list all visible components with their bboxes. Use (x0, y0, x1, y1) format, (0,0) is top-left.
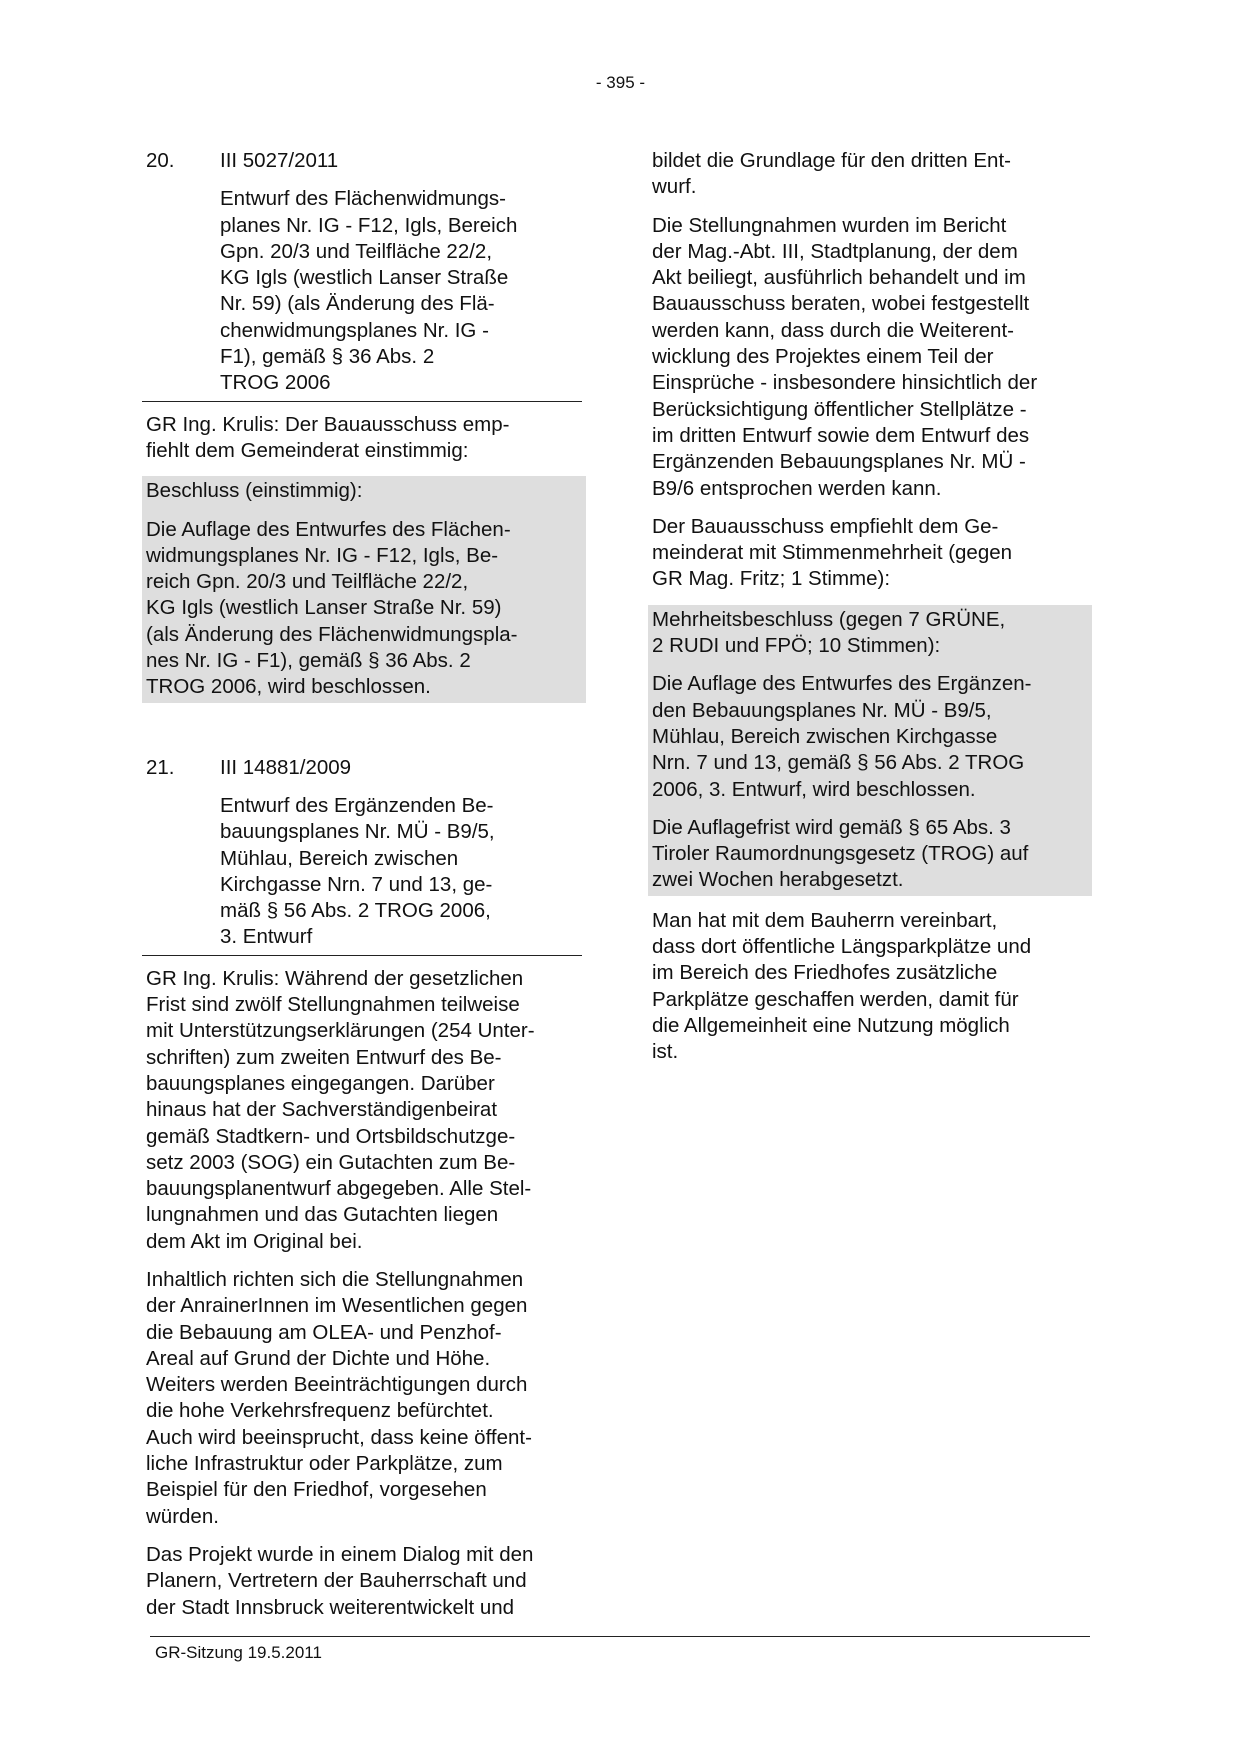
item-20-number: 20. (146, 149, 175, 172)
right-paragraph-3: Der Bauausschuss empfiehlt dem Ge- meinderat mit Stimmenmehrheit (gegen GR Mag. Fritz; 1 Stimme): (652, 514, 1013, 591)
item-20-title: Entwurf des Flächenwidmungs- planes Nr. IG - F12, Igls, Bereich Gpn. 20/3 und Teilfläche 22/2, KG Igls (westlich Lanser Straße Nr. 59) (als Änderung des Flä- chenwidmungsplanes Nr. IG - F1), gemäß § 36 Abs. 2 TROG 2006 (220, 187, 518, 395)
item-20-decision-box (142, 476, 586, 702)
item-21-reference: III 14881/2009 (220, 755, 352, 779)
item-21-title: Entwurf des Ergänzenden Be- bauungsplanes Nr. MÜ - B9/5, Mühlau, Bereich zwischen Kirchgasse Nrn. 7 und 13, ge- mäß § 56 Abs. 2 TROG 2006, 3. Entwurf (220, 793, 495, 949)
right-paragraph-4: Man hat mit dem Bauherrn vereinbart, dass dort öffentliche Längsparkplätze und im Bereich des Friedhofes zusätzliche Parkplätze geschaffen werden, damit für die Allgemeinheit eine Nutzung möglich ist. (652, 908, 1032, 1064)
item-20-reference: III 5027/2011 (220, 149, 339, 172)
footer-divider (150, 1636, 1090, 1637)
right-column (652, 148, 1092, 1078)
item-20-divider (142, 401, 582, 402)
item-20-decision-text: Die Auflage des Entwurfes des Flächen- widmungsplanes Nr. IG - F12, Igls, Be- reich Gpn. 20/3 und Teilfläche 22/2, KG Igls (westlich Lanser Straße Nr. 59) (als Änderung des Flächenwidmungspla- nes Nr. IG - F1), gemäß § 36 Abs. 2 TROG 2006, wird beschlossen. (146, 517, 518, 699)
item-21-decision-text-1: Die Auflage des Entwurfes des Ergänzen- den Bebauungsplanes Nr. MÜ - B9/5, Mühlau, Bereich zwischen Kirchgasse Nrn. 7 und 13, gemäß § 56 Abs. 2 TROG 2006, 3. Entwurf, wird beschlossen. (652, 672, 1032, 801)
item-21-paragraph-2: Inhaltlich richten sich die Stellungnahmen der AnrainerInnen im Wesentlichen gegen die Bebauung am OLEA- und Penzhof- Areal auf Grund der Dichte und Höhe. Weiters werden Beeinträchtigungen durch die hohe Verkehrsfrequenz befürchtet. Auch wird beeinsprucht, dass keine öffent- liche Infrastruktur oder Parkplätze, zum Beispiel für den Friedhof, vorgesehen würden. (146, 1267, 532, 1528)
item-21-decision-text-2: Die Auflagefrist wird gemäß § 65 Abs. 3 Tiroler Raumordnungsgesetz (TROG) auf zwei Wochen herabgesetzt. (652, 815, 1029, 892)
right-paragraph-2: Die Stellungnahmen wurden im Bericht der Mag.-Abt. III, Stadtplanung, der dem Akt beiliegt, ausführlich behandelt und im Bauausschuss beraten, wobei festgestellt werden kann, dass durch die Weiterent- wicklung des Projektes einem Teil der Einsprüche - insbesondere hinsichtlich der Berücksichtigung öffentlicher Stellplätze - im dritten Entwurf sowie dem Entwurf des Ergänzenden Bebauungsplanes Nr. MÜ - B9/6 entsprochen werden kann. (652, 213, 1038, 500)
item-21-number: 21. (146, 755, 175, 779)
item-21-paragraph-3: Das Projekt wurde in einem Dialog mit den Planern, Vertretern der Bauherrschaft und der Stadt Innsbruck weiterentwickelt und (146, 1542, 534, 1619)
right-paragraph-1: bildet die Grundlage für den dritten Ent- wurf. (652, 149, 1011, 199)
item-21-header (146, 755, 586, 781)
item-20-header (146, 148, 586, 174)
left-column (146, 148, 586, 1633)
item-21-decision-box (648, 605, 1092, 896)
item-20-decision-label: Beschluss (einstimmig): (146, 479, 363, 503)
page-number: - 395 - (595, 73, 646, 92)
item-21-divider (142, 955, 582, 956)
footer-text: GR-Sitzung 19.5.2011 (155, 1643, 322, 1662)
item-21-decision-label: Mehrheitsbeschluss (gegen 7 GRÜNE, 2 RUDI und FPÖ; 10 Stimmen): (652, 607, 1006, 658)
item-20-intro: GR Ing. Krulis: Der Bauausschuss emp- fiehlt dem Gemeinderat einstimmig: (146, 412, 510, 462)
item-21-paragraph-1: GR Ing. Krulis: Während der gesetzlichen Frist sind zwölf Stellungnahmen teilweise mit Unterstützungserklärungen (254 Unter- schriften) zum zweiten Entwurf des Be- bauungsplanes eingegangen. Darüber hinaus hat der Sachverständigenbeirat gemäß Stadtkern- und Ortsbildschutzge- setz 2003 (SOG) ein Gutachten zum Be- bauungsplanentwurf abgegeben. Alle Stel- lungnahmen und das Gutachten liegen dem Akt im Original bei. (146, 966, 535, 1253)
